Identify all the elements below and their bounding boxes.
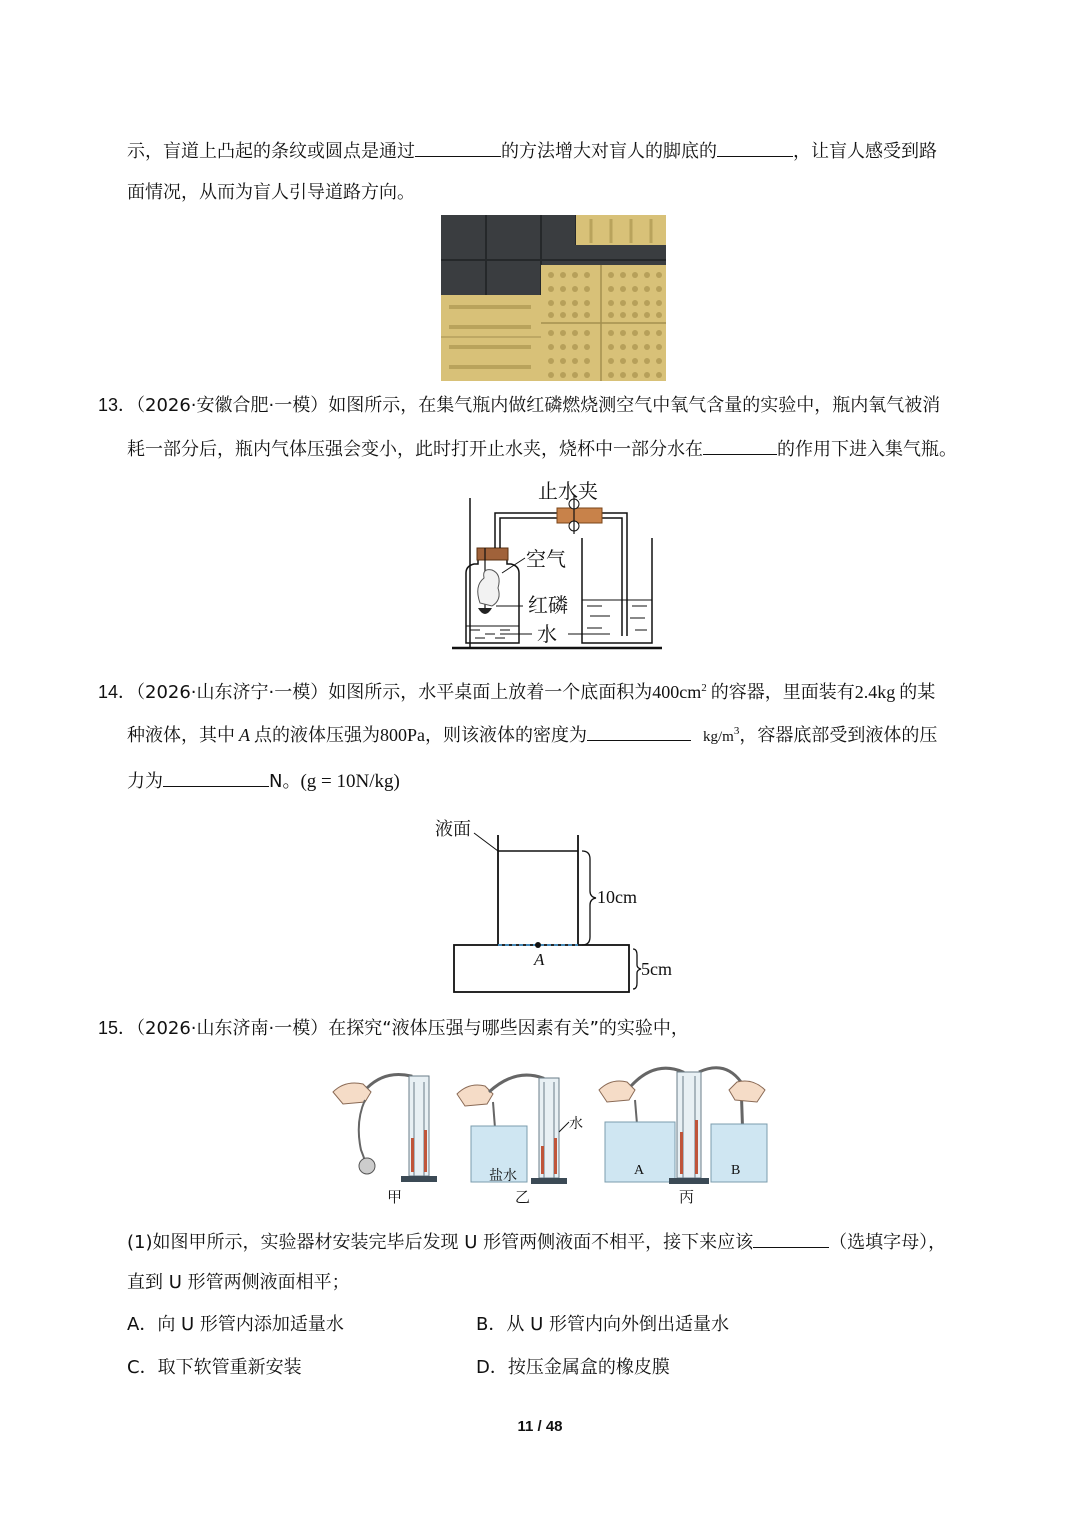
option-c[interactable]: C．取下软管重新安装 bbox=[127, 1357, 302, 1378]
q13-line2 bbox=[127, 436, 957, 462]
q15-text-1: （2026·山东济南·一模）在探究“液体压强与哪些因素有关”的实验中， bbox=[127, 1018, 689, 1039]
q14-text-1c: 的某 bbox=[899, 682, 936, 703]
container-figure bbox=[430, 815, 680, 1000]
option-a[interactable]: A．向 U 形管内添加适量水 bbox=[127, 1314, 344, 1335]
q14-area: 400cm bbox=[652, 682, 702, 702]
q12-line1 bbox=[127, 138, 937, 164]
pressure-experiment-figure bbox=[325, 1062, 785, 1207]
q14-text-3a: 力为 bbox=[127, 771, 163, 792]
label-phosphorus: 红磷 bbox=[528, 593, 568, 617]
phosphorus-experiment-figure bbox=[440, 478, 665, 656]
q14-line3 bbox=[127, 768, 400, 794]
q14-number: 14． bbox=[98, 682, 137, 702]
q15-sub1-text-b: （选填字母）， bbox=[829, 1232, 947, 1253]
q14-blank-2[interactable] bbox=[163, 768, 269, 787]
q14-line1 bbox=[98, 676, 935, 705]
label-air: 空气 bbox=[526, 547, 566, 571]
option-b[interactable]: B．从 U 形管内向外倒出适量水 bbox=[476, 1314, 729, 1335]
label-clamp: 止水夹 bbox=[538, 479, 598, 503]
label-surface: 液面 bbox=[435, 819, 471, 840]
q14-gravity: (g = 10N/kg) bbox=[300, 771, 400, 792]
q14-line2 bbox=[127, 719, 937, 749]
q14-area-sup: 2 bbox=[701, 682, 707, 694]
label-5cm: 5cm bbox=[641, 959, 672, 979]
q12-blank-2[interactable] bbox=[717, 138, 793, 157]
q14-text-2d: ，容器底部受到液体的压 bbox=[739, 725, 938, 746]
q14-text-2b: 点的液体压强为 bbox=[254, 725, 380, 746]
q14-text-2a: 种液体，其中 bbox=[127, 725, 235, 746]
q12-blank-1[interactable] bbox=[415, 138, 501, 157]
q13-line1 bbox=[98, 393, 940, 418]
setup-jia bbox=[333, 1075, 437, 1183]
q14-text-3b: N。 bbox=[269, 771, 301, 792]
q13-blank[interactable] bbox=[703, 436, 777, 455]
q13-text-2a: 耗一部分后，瓶内气体压强会变小，此时打开止水夹，烧杯中一部分水在 bbox=[127, 439, 703, 460]
q13-number: 13． bbox=[98, 395, 137, 415]
beaker bbox=[582, 538, 652, 643]
label-point-a: A bbox=[534, 950, 545, 969]
q12-text-a: 示，盲道上凸起的条纹或圆点是通过 bbox=[127, 141, 415, 162]
label-10cm: 10cm bbox=[597, 887, 637, 907]
point-a-dot bbox=[535, 942, 541, 948]
q14-text-2c: ，则该液体的密度为 bbox=[425, 725, 587, 746]
page-number: 11 / 48 bbox=[517, 1418, 563, 1435]
q15-sub1-text-a: (1)如图甲所示，实验器材安装完毕后发现 U 形管两侧液面不相平，接下来应该 bbox=[127, 1232, 754, 1253]
stopper bbox=[477, 548, 508, 560]
q12-line2: 面情况，从而为盲人引导道路方向。 bbox=[127, 182, 415, 203]
q14-text-1a: （2026·山东济宁·一模）如图所示，水平桌面上放着一个底面积为 bbox=[127, 682, 653, 703]
label-water-2: 水 bbox=[569, 1116, 583, 1132]
q13-text-1: （2026·安徽合肥·一模）如图所示，在集气瓶内做红磷燃烧测空气中氧气含量的实验中，瓶内氧气被消 bbox=[127, 395, 941, 416]
q13-text-2b: 的作用下进入集气瓶。 bbox=[777, 439, 957, 460]
q15-sub1-line1 bbox=[127, 1229, 946, 1255]
q15-sub1-line2: 直到 U 形管两侧液面相平； bbox=[127, 1272, 350, 1293]
tactile-paving-photo bbox=[441, 215, 666, 381]
q14-unit: kg/m bbox=[703, 729, 734, 745]
label-water: 水 bbox=[537, 622, 557, 646]
setup-bing bbox=[599, 1068, 767, 1184]
q14-blank-1[interactable] bbox=[587, 722, 691, 741]
option-d[interactable]: D．按压金属盒的橡皮膜 bbox=[476, 1357, 670, 1378]
label-salt-water: 盐水 bbox=[489, 1168, 517, 1184]
q12-text-c: ，让盲人感受到路 bbox=[793, 141, 937, 162]
q14-point-a: A bbox=[239, 725, 250, 745]
q15-line1 bbox=[98, 1016, 689, 1041]
label-beaker-b: B bbox=[731, 1163, 741, 1178]
clamp-icon bbox=[557, 508, 602, 523]
q15-blank[interactable] bbox=[753, 1229, 829, 1248]
q14-pressure: 800Pa bbox=[380, 725, 425, 745]
q14-unit-sup: 3 bbox=[733, 725, 740, 737]
q14-mass: 2.4kg bbox=[854, 682, 896, 702]
q12-text-b: 的方法增大对盲人的脚底的 bbox=[501, 141, 717, 162]
q15-number: 15． bbox=[98, 1018, 137, 1038]
label-beaker-a: A bbox=[634, 1163, 645, 1178]
label-yi: 乙 bbox=[515, 1188, 531, 1206]
q14-text-1b: 的容器，里面装有 bbox=[710, 682, 855, 703]
label-bing: 丙 bbox=[679, 1188, 695, 1206]
label-jia: 甲 bbox=[387, 1188, 403, 1206]
